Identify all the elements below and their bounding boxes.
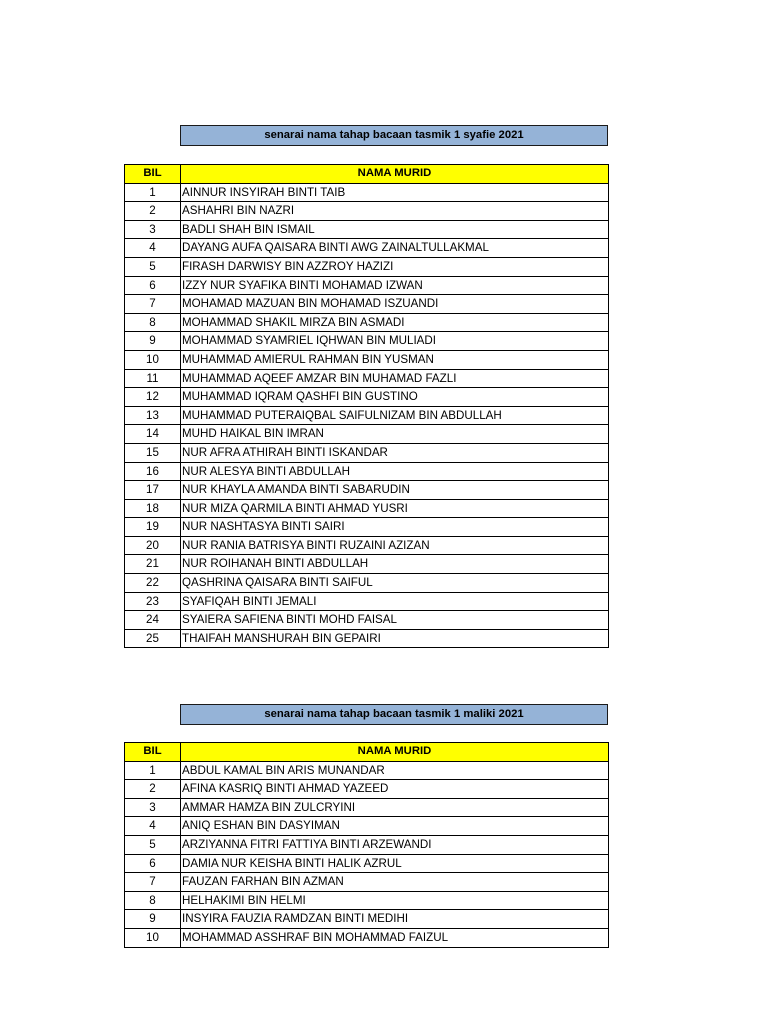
row-number: 2 <box>125 202 181 221</box>
student-name: QASHRINA QAISARA BINTI SAIFUL <box>181 574 609 593</box>
row-number: 8 <box>125 314 181 333</box>
student-name: MOHAMMAD SHAKIL MIRZA BIN ASMADI <box>181 314 609 333</box>
column-header-bil: BIL <box>125 743 181 762</box>
student-name: ANIQ ESHAN BIN DASYIMAN <box>181 817 609 836</box>
student-name: SYAIERA SAFIENA BINTI MOHD FAISAL <box>181 611 609 630</box>
student-name: INSYIRA FAUZIA RAMDZAN BINTI MEDIHI <box>181 910 609 929</box>
list-title-maliki: senarai nama tahap bacaan tasmik 1 maliki 2021 <box>180 704 608 725</box>
student-table-maliki <box>124 742 609 948</box>
row-number: 1 <box>125 762 181 781</box>
student-name: MUHAMMAD AQEEF AMZAR BIN MUHAMAD FAZLI <box>181 370 609 389</box>
row-number: 17 <box>125 481 181 500</box>
student-name: NUR RANIA BATRISYA BINTI RUZAINI AZIZAN <box>181 537 609 556</box>
student-name: MUHAMMAD AMIERUL RAHMAN BIN YUSMAN <box>181 351 609 370</box>
row-number: 6 <box>125 855 181 874</box>
row-number: 15 <box>125 444 181 463</box>
row-number: 25 <box>125 630 181 649</box>
student-name: ARZIYANNA FITRI FATTIYA BINTI ARZEWANDI <box>181 836 609 855</box>
row-number: 16 <box>125 463 181 482</box>
student-name: AFINA KASRIQ BINTI AHMAD YAZEED <box>181 780 609 799</box>
row-number: 5 <box>125 836 181 855</box>
row-number: 14 <box>125 425 181 444</box>
row-number: 5 <box>125 258 181 277</box>
row-number: 13 <box>125 407 181 426</box>
row-number: 3 <box>125 221 181 240</box>
row-number: 19 <box>125 518 181 537</box>
student-name: AMMAR HAMZA BIN ZULCRYINI <box>181 799 609 818</box>
student-name: NUR MIZA QARMILA BINTI AHMAD YUSRI <box>181 500 609 519</box>
student-name: NUR ALESYA BINTI ABDULLAH <box>181 463 609 482</box>
row-number: 7 <box>125 295 181 314</box>
row-number: 7 <box>125 873 181 892</box>
row-number: 9 <box>125 332 181 351</box>
student-name: ASHAHRI BIN NAZRI <box>181 202 609 221</box>
student-name: NUR KHAYLA AMANDA BINTI SABARUDIN <box>181 481 609 500</box>
column-header-nama-murid: NAMA MURID <box>181 743 609 762</box>
row-number: 6 <box>125 277 181 296</box>
student-name: MUHAMMAD IQRAM QASHFI BIN GUSTINO <box>181 388 609 407</box>
student-name: MUHAMMAD PUTERAIQBAL SAIFULNIZAM BIN ABDULLAH <box>181 407 609 426</box>
column-header-bil: BIL <box>125 165 181 184</box>
row-number: 4 <box>125 239 181 258</box>
student-name: MUHD HAIKAL BIN IMRAN <box>181 425 609 444</box>
student-name: MOHAMAD MAZUAN BIN MOHAMAD ISZUANDI <box>181 295 609 314</box>
row-number: 20 <box>125 537 181 556</box>
student-name: HELHAKIMI BIN HELMI <box>181 892 609 911</box>
student-name: BADLI SHAH BIN ISMAIL <box>181 221 609 240</box>
student-name: MOHAMMAD SYAMRIEL IQHWAN BIN MULIADI <box>181 332 609 351</box>
student-name: ABDUL KAMAL BIN ARIS MUNANDAR <box>181 762 609 781</box>
row-number: 24 <box>125 611 181 630</box>
row-number: 1 <box>125 184 181 203</box>
row-number: 23 <box>125 593 181 612</box>
student-name: NUR ROIHANAH BINTI ABDULLAH <box>181 555 609 574</box>
student-table-syafie <box>124 164 609 648</box>
row-number: 3 <box>125 799 181 818</box>
row-number: 21 <box>125 555 181 574</box>
student-name: THAIFAH MANSHURAH BIN GEPAIRI <box>181 630 609 649</box>
student-name: MOHAMMAD ASSHRAF BIN MOHAMMAD FAIZUL <box>181 929 609 948</box>
student-name: NUR AFRA ATHIRAH BINTI ISKANDAR <box>181 444 609 463</box>
row-number: 22 <box>125 574 181 593</box>
row-number: 8 <box>125 892 181 911</box>
student-name: DAMIA NUR KEISHA BINTI HALIK AZRUL <box>181 855 609 874</box>
row-number: 18 <box>125 500 181 519</box>
student-name: NUR NASHTASYA BINTI SAIRI <box>181 518 609 537</box>
student-name: AINNUR INSYIRAH BINTI TAIB <box>181 184 609 203</box>
row-number: 2 <box>125 780 181 799</box>
student-name: FAUZAN FARHAN BIN AZMAN <box>181 873 609 892</box>
row-number: 11 <box>125 370 181 389</box>
student-name: SYAFIQAH BINTI JEMALI <box>181 593 609 612</box>
row-number: 4 <box>125 817 181 836</box>
row-number: 12 <box>125 388 181 407</box>
student-name: DAYANG AUFA QAISARA BINTI AWG ZAINALTULLAKMAL <box>181 239 609 258</box>
row-number: 9 <box>125 910 181 929</box>
student-name: IZZY NUR SYAFIKA BINTI MOHAMAD IZWAN <box>181 277 609 296</box>
student-name: FIRASH DARWISY BIN AZZROY HAZIZI <box>181 258 609 277</box>
column-header-nama-murid: NAMA MURID <box>181 165 609 184</box>
row-number: 10 <box>125 929 181 948</box>
list-title-syafie: senarai nama tahap bacaan tasmik 1 syafie 2021 <box>180 125 608 146</box>
row-number: 10 <box>125 351 181 370</box>
